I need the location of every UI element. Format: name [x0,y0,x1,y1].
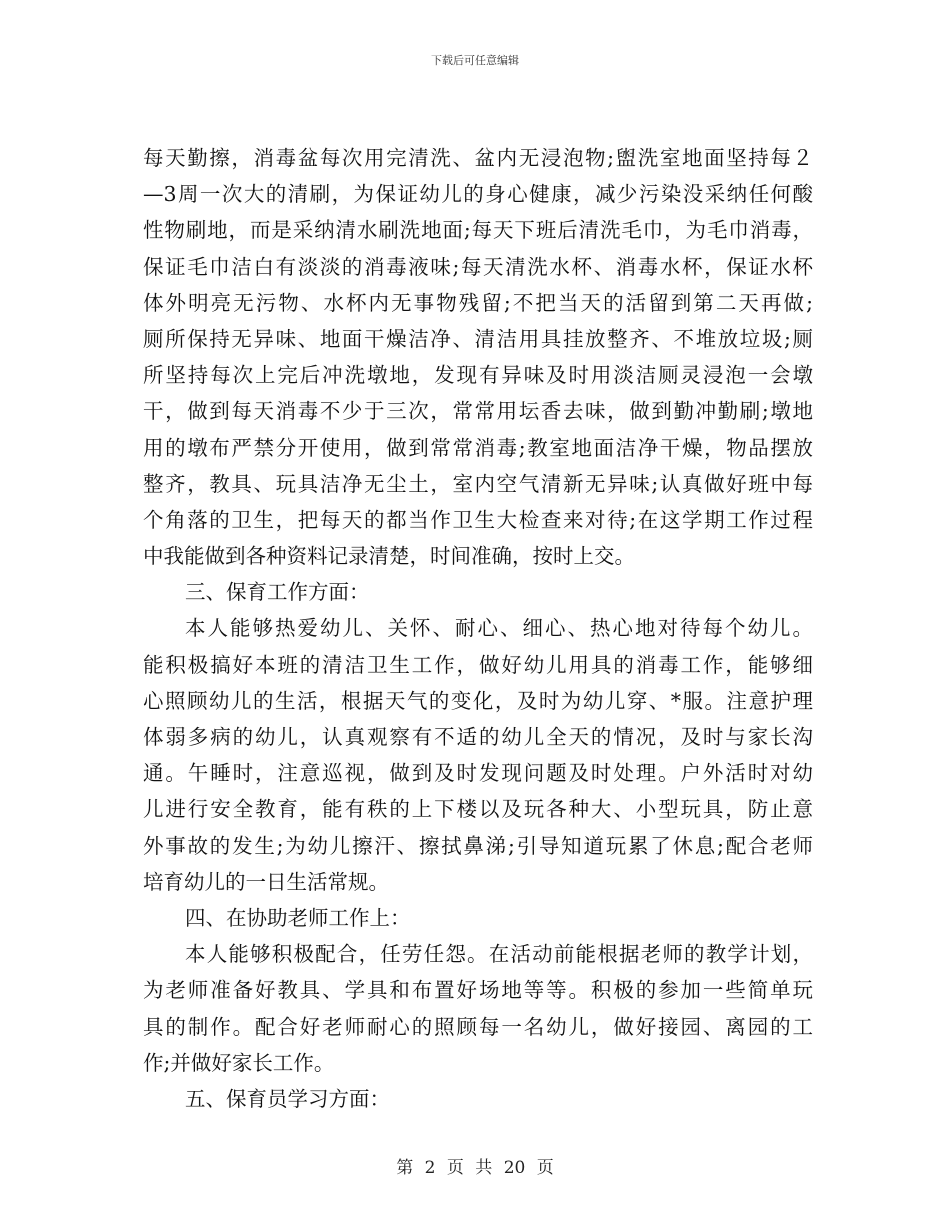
text-line: 作;并做好家长工作。 [143,1050,335,1075]
text-line: 所坚持每次上完后冲洗墩地，发现有异味及时用淡洁厕灵浸泡一会墩 [143,363,813,388]
text-line: 能积极搞好本班的清洁卫生工作，做好幼儿用具的消毒工作，能够细 [143,652,813,677]
section-heading: 五、保育员学习方面： [185,1086,390,1111]
page-footer: 第 2 页 共 20 页 [396,1158,554,1178]
text-line: 干，做到每天消毒不少于三次，常常用坛香去味，做到勤冲勤刷;墩地 [143,399,813,424]
text-line: 整齐，教具、玩具洁净无尘土，室内空气清新无异味;认真做好班中每 [143,471,813,496]
text-line: 每天勤擦，消毒盆每次用完清洗、盆内无浸泡物;盥洗室地面坚持每２ [143,146,813,170]
text-line: 体外明亮无污物、水杯内无事物残留;不把当天的活留到第二天再做; [143,290,813,315]
text-line: 培育幼儿的一日生活常规。 [143,869,389,894]
text-line: 儿进行安全教育，能有秩的上下楼以及玩各种大、小型玩具，防止意 [143,797,813,822]
text-line: 中我能做到各种资料记录清楚，时间准确，按时上交。 [143,544,635,569]
text-line: 厕所保持无异味、地面干燥洁净、清洁用具挂放整齐、不堆放垃圾;厕 [143,326,813,351]
text-line: 本人能够热爱幼儿、关怀、耐心、细心、热心地对待每个幼儿。 [185,616,813,641]
text-line: 用的墩布严禁分开使用，做到常常消毒;教室地面洁净干燥，物品摆放 [143,435,813,460]
text-line: 体弱多病的幼儿，认真观察有不适的幼儿全天的情况，及时与家长沟 [143,725,813,749]
text-line: 本人能够积极配合，任劳任怨。在活动前能根据老师的教学计划， [185,942,813,967]
text-line: 个角落的卫生，把每天的都当作卫生大检查来对待;在这学期工作过程 [143,507,813,532]
text-line: 外事故的发生;为幼儿擦汗、擦拭鼻涕;引导知道玩累了休息;配合老师 [143,833,813,858]
text-line: 具的制作。配合好老师耐心的照顾每一名幼儿，做好接园、离园的工 [143,1014,813,1039]
section-heading: 四、在协助老师工作上： [185,905,411,930]
page-header: 下载后可任意编辑 [431,54,519,67]
document-body [143,140,813,1117]
text-line: —3周一次大的清刷，为保证幼儿的身心健康，减少污染没采纳任何酸 [143,182,813,207]
section-heading: 三、保育工作方面： [185,580,370,605]
text-line: 为老师准备好教具、学具和布置好场地等等。积极的参加一些简单玩 [143,978,813,1003]
text-line: 保证毛巾洁白有淡淡的消毒液味;每天清洗水杯、消毒水杯，保证水杯 [143,254,813,279]
text-line: 通。午睡时，注意巡视，做到及时发现问题及时处理。户外活时对幼 [143,761,813,786]
text-line: 性物刷地，而是采纳清水刷洗地面;每天下班后清洗毛巾，为毛巾消毒， [143,218,813,243]
text-line: 心照顾幼儿的生活，根据天气的变化，及时为幼儿穿、*服。注意护理 [143,688,813,713]
